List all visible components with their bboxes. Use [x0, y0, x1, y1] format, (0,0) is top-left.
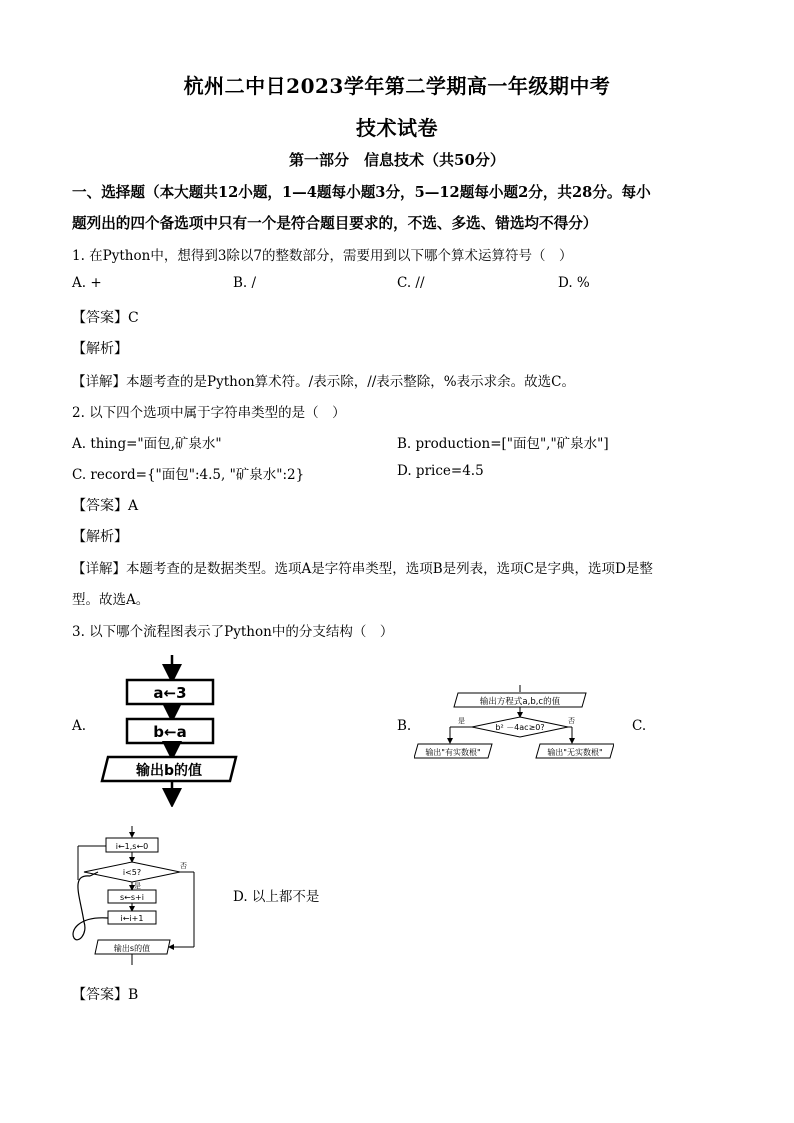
q1-option-d: D. %	[558, 275, 590, 291]
section-heading-line2: 题列出的四个备选项中只有一个是符合题目要求的，不选、多选、错选均不得分）	[72, 215, 598, 232]
q1-detail: 【详解】本题考查的是Python算术符。/表示除，//表示整除，%表示求余。故选C。	[72, 374, 575, 390]
q3-label-c: C.	[632, 718, 647, 734]
page-subtitle: 技术试卷	[356, 116, 438, 140]
flow-b-yes: 是	[458, 717, 465, 725]
q2-analysis: 【解析】	[72, 529, 128, 545]
flow-b-left: 输出"有实数根"	[425, 748, 481, 757]
flow-c-cond: i<5?	[122, 868, 142, 877]
flow-b-cond: b² －4ac≥0?	[495, 723, 545, 732]
flowchart-b	[414, 685, 614, 767]
flow-b-no: 否	[568, 717, 575, 725]
flow-c-init: i←1,s←0	[115, 842, 149, 851]
flow-a-box3: 输出b的值	[135, 763, 203, 779]
q2-answer: 【答案】A	[72, 498, 139, 514]
q3-label-b: B.	[397, 718, 412, 734]
q1-answer: 【答案】C	[72, 310, 139, 326]
flowchart-a	[96, 655, 246, 807]
q3-answer: 【答案】B	[72, 987, 139, 1003]
flow-a-box2: b←a	[153, 723, 187, 741]
q1-stem: 1. 在Python中，想得到3除以7的整数部分，需要用到以下哪个算术运算符号（ ）	[72, 248, 573, 264]
q2-detail-line1: 【详解】本题考查的是数据类型。选项A是字符串类型，选项B是列表，选项C是字典，选项D是整	[72, 561, 653, 577]
q2-option-d: D. price=4.5	[397, 463, 484, 479]
q2-option-a: A. thing="面包,矿泉水"	[72, 436, 222, 452]
flow-c-step1: s←s+i	[120, 893, 144, 902]
flowchart-c	[68, 826, 200, 966]
section-heading-line1: 一、选择题（本大题共12小题，1—4题每小题3分，5—12题每小题2分，共28分。每小	[72, 184, 651, 201]
flow-b-top: 输出方程式a,b,c的值	[479, 697, 561, 707]
q3-option-d: D. 以上都不是	[233, 889, 320, 905]
flow-c-out: 输出s的值	[113, 944, 151, 953]
page-title: 杭州二中日2023学年第二学期高一年级期中考	[183, 74, 611, 98]
q1-option-c: C. //	[397, 275, 425, 291]
flow-a-box1: a←3	[153, 684, 187, 702]
q2-detail-line2: 型。故选A。	[72, 592, 150, 608]
q2-stem: 2. 以下四个选项中属于字符串类型的是（ ）	[72, 405, 346, 421]
q3-label-a: A.	[72, 718, 87, 734]
flow-c-step2: i←i+1	[120, 914, 144, 923]
q3-stem: 3. 以下哪个流程图表示了Python中的分支结构（ ）	[72, 624, 394, 640]
q1-option-b: B. /	[233, 275, 257, 291]
flow-c-yes: 是	[134, 882, 141, 890]
part-heading: 第一部分 信息技术（共50分）	[289, 151, 505, 169]
q1-option-a: A. +	[72, 275, 102, 291]
q1-analysis: 【解析】	[72, 341, 128, 357]
flow-b-right: 输出"无实数根"	[547, 748, 603, 757]
flow-c-no: 否	[180, 862, 187, 870]
q2-option-b: B. production=["面包","矿泉水"]	[397, 436, 609, 452]
q2-option-c: C. record={"面包":4.5, "矿泉水":2}	[72, 467, 305, 483]
